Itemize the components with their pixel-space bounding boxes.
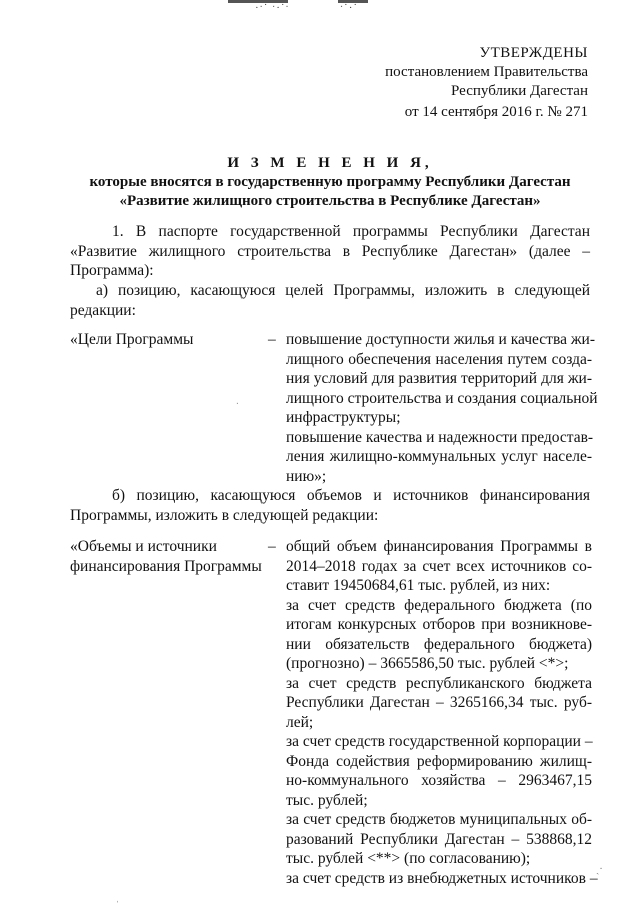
goals-line: повышение качества и надежности предостав- (286, 428, 594, 446)
scan-artifact: ˑ˙·˙ (340, 2, 359, 14)
funding-line: (прогнозно) – 3665586,50 тыс. рублей <*>; (286, 655, 569, 672)
paragraph-b (70, 486, 590, 525)
funding-line: 2014–2018 годах за счет всех источников со- (286, 557, 592, 575)
goals-line: лищного строительства и создания социальной (286, 389, 598, 407)
funding-line: разований Республики Дагестан – 538868,12 (286, 830, 592, 848)
scan-speck: ˌ (116, 892, 120, 903)
goals-line: лищного обеспечения населения путем созда- (286, 350, 592, 368)
paragraph-text: б) позицию, касающуюся объемов и источников финансирования Программы, изложить в следующей редакции: (70, 487, 590, 524)
goals-dash: – (268, 331, 276, 348)
funding-line: за счет средств бюджетов муниципальных об- (286, 811, 592, 828)
paragraph-text: а) позицию, касающуюся целей Программы, изложить в следующей редакции: (70, 282, 590, 319)
paragraph-1 (70, 222, 590, 281)
goals-line: ления жилищно-коммунальных услуг населе- (286, 448, 592, 465)
approval-stamp (385, 44, 588, 122)
funding-line: Фонда содействия реформированию жилищ- (286, 752, 592, 770)
funding-line: за счет средств федерального бюджета (по (286, 596, 592, 614)
goals-line: ния условий для развития территорий для жи- (286, 370, 592, 387)
goals-label: «Цели Программы (70, 331, 194, 348)
funding-label (70, 537, 270, 576)
funding-dash: – (268, 538, 276, 555)
goals-line: инфраструктуры; (286, 409, 401, 426)
funding-text (286, 537, 598, 888)
funding-label-line: «Объемы и источники (70, 538, 217, 555)
scan-speck: ˏ· (596, 864, 603, 875)
scan-speck: ˑ (236, 400, 239, 411)
goals-text (286, 330, 598, 486)
approval-line: УТВЕРЖДЕНЫ (479, 45, 588, 61)
funding-label-line: финансирования Программы (70, 557, 262, 575)
approval-line: Республики Дагестан (451, 83, 588, 99)
goals-line: нию»; (286, 467, 327, 485)
approval-line: постановлением Правительства (385, 64, 588, 80)
funding-line: нии обязательств федерального бюджета) (286, 635, 592, 653)
paragraph-a (70, 281, 590, 320)
funding-line: тыс. рублей; (286, 791, 368, 809)
funding-line: лей; (286, 713, 314, 731)
funding-line: Республики Дагестан – 3265166,34 тыс. руб- (286, 694, 592, 711)
scan-artifact: ·ˑ˙ ˑ·˙ˑ (255, 2, 290, 14)
funding-line: за счет средств республиканского бюджета (286, 674, 592, 692)
document-heading (60, 154, 600, 211)
heading-title: И З М Е Н Е Н И Я, (227, 155, 433, 171)
heading-program-name: «Развитие жилищного строительства в Республике Дагестан» (119, 193, 541, 209)
funding-line: за счет средств государственной корпорации – (286, 733, 593, 750)
funding-line: но-коммунального хозяйства – 2963467,15 (286, 772, 592, 789)
funding-line: общий объем финансирования Программы в (286, 538, 592, 555)
paragraph-text: 1. В паспорте государственной программы Республики Дагестан «Развитие жилищного строительства в Республике Дагестан» (далее – Программа): (70, 223, 590, 279)
funding-line: итогам конкурсных отборов при возникнове- (286, 616, 592, 633)
approval-line: от 14 сентября 2016 г. № 271 (404, 104, 588, 120)
goals-line: повышение доступности жилья и качества жи- (286, 331, 595, 348)
funding-line: ставит 19450684,61 тыс. рублей, из них: (286, 577, 551, 594)
heading-subtitle: которые вносятся в государственную программу Республики Дагестан (89, 174, 571, 190)
funding-line: тыс. рублей <**> (по согласованию); (286, 850, 531, 867)
funding-line: за счет средств из внебюджетных источников – (286, 869, 598, 887)
